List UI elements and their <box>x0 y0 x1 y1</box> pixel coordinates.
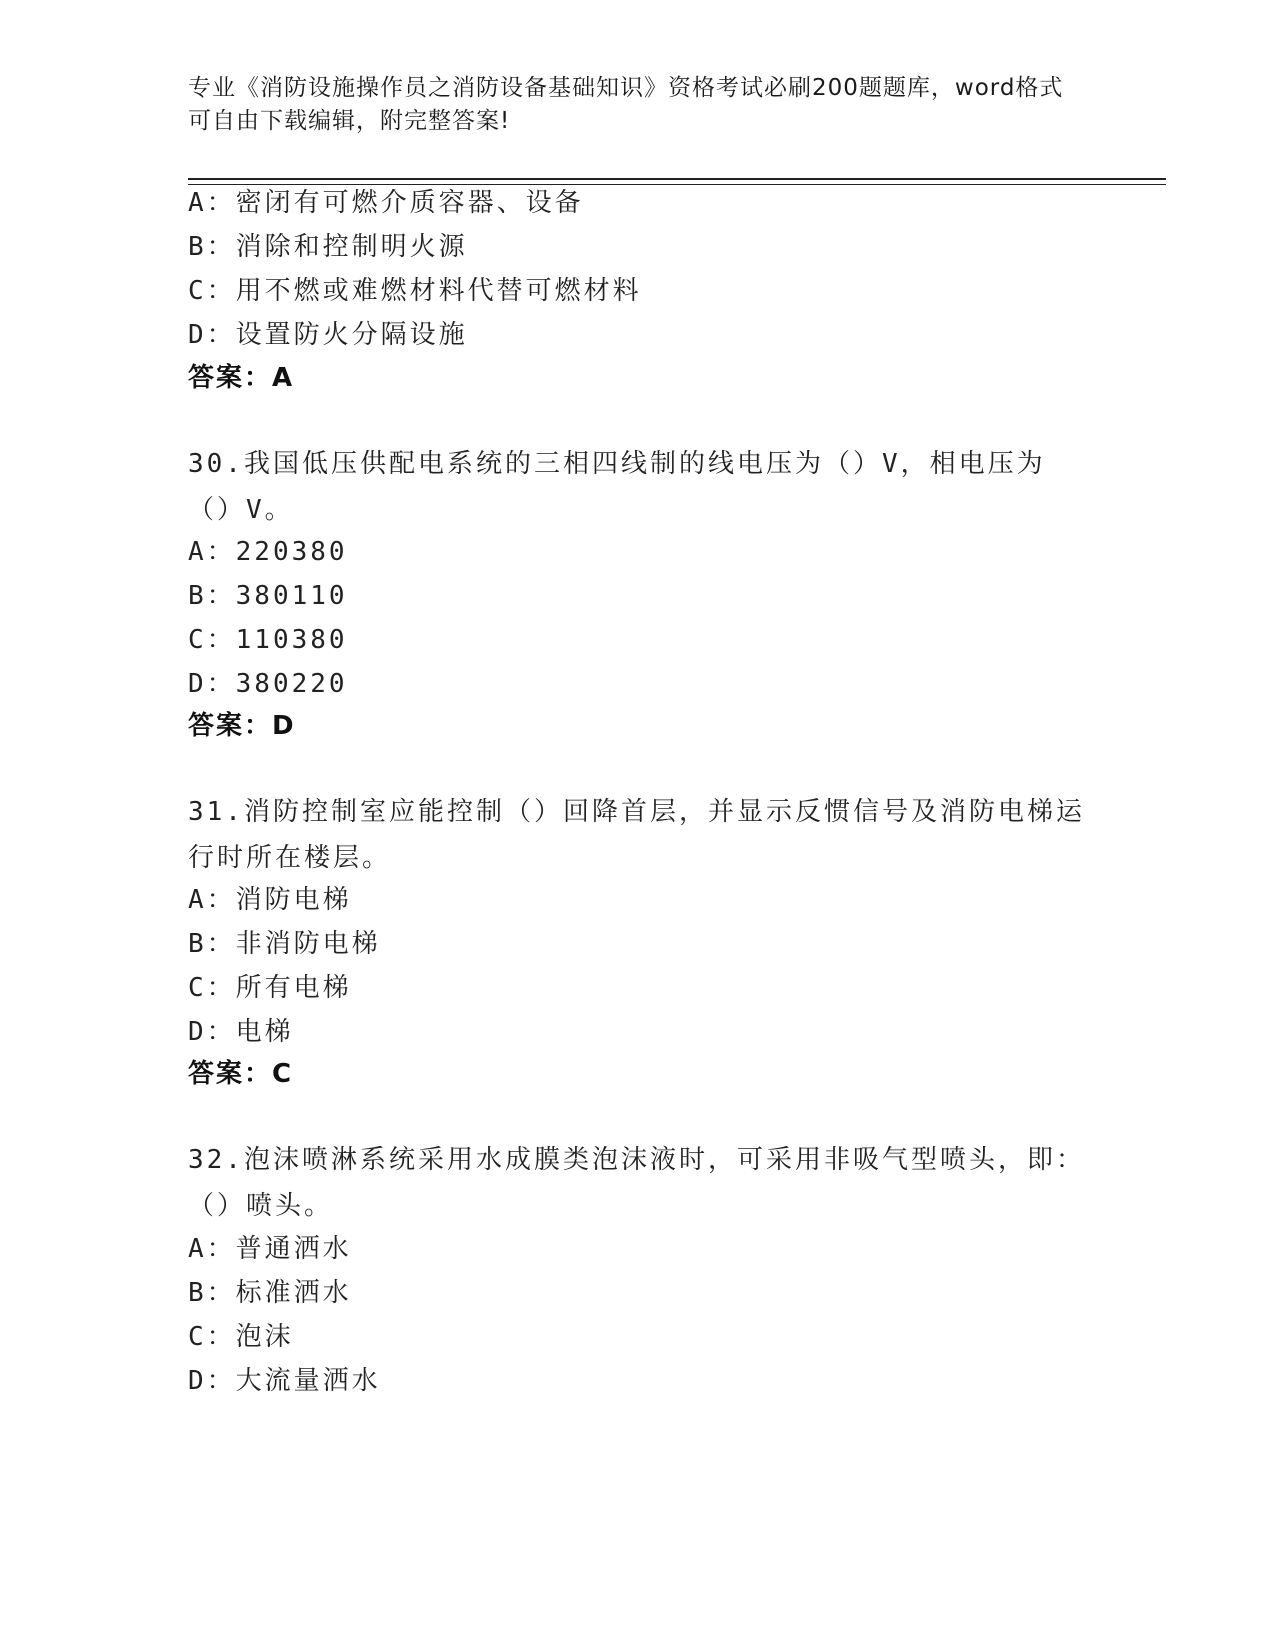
q29-option-b: B：消除和控制明火源 <box>188 232 468 262</box>
q31-answer: 答案：C <box>188 1059 294 1089</box>
q31-option-b: B：非消防电梯 <box>188 929 381 959</box>
q30-option-c: C：110380 <box>188 625 348 655</box>
q30-option-a: A：220380 <box>188 537 348 567</box>
q29-option-a: A：密闭有可燃介质容器、设备 <box>188 188 584 218</box>
q31-option-d: D：电梯 <box>188 1017 294 1047</box>
q31-question: 31.消防控制室应能控制（）回降首层，并显示反惯信号及消防电梯运行时所在楼层。 <box>188 797 1085 873</box>
q32-option-b: B：标准洒水 <box>188 1278 352 1308</box>
q30-answer: 答案：D <box>188 711 296 741</box>
q31-option-c: C：所有电梯 <box>188 973 352 1003</box>
q32-option-d: D：大流量洒水 <box>188 1366 381 1396</box>
q30-option-b: B：380110 <box>188 581 348 611</box>
q29-option-c: C：用不燃或难燃材料代替可燃材料 <box>188 276 642 306</box>
header-divider-thick <box>188 178 1166 180</box>
document-header: 专业《消防设施操作员之消防设备基础知识》资格考试必刷200题题库，word格式可自由下载编辑，附完整答案! <box>188 75 1064 134</box>
q30-question: 30.我国低压供配电系统的三相四线制的线电压为（）V，相电压为（）V。 <box>188 449 1046 525</box>
q29-option-d: D：设置防火分隔设施 <box>188 320 468 350</box>
q31-option-a: A：消防电梯 <box>188 885 352 915</box>
q32-question: 32.泡沫喷淋系统采用水成膜类泡沫液时，可采用非吸气型喷头，即：（）喷头。 <box>188 1145 1085 1221</box>
header-divider-thin <box>188 184 1166 185</box>
q30-option-d: D：380220 <box>188 669 348 699</box>
q29-answer: 答案：A <box>188 363 295 393</box>
q32-option-a: A：普通洒水 <box>188 1234 352 1264</box>
q32-option-c: C：泡沫 <box>188 1322 294 1352</box>
